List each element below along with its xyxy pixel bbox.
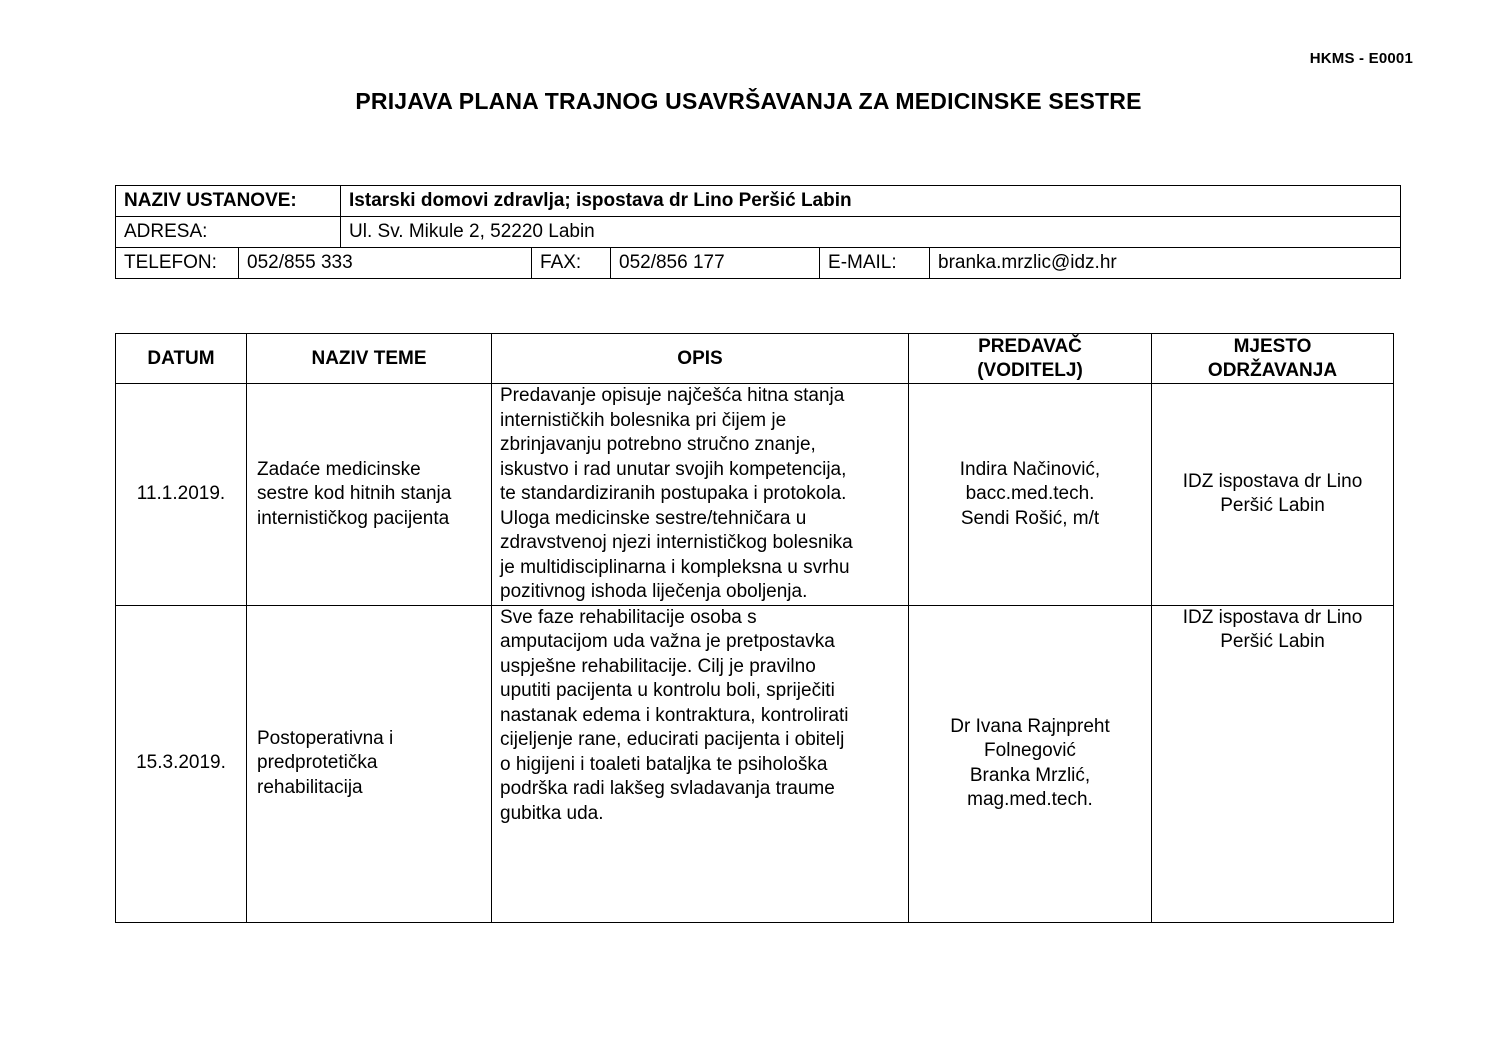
header-location	[1152, 334, 1394, 384]
row-location-line: Peršić Labin	[1220, 495, 1325, 517]
fax-label: FAX:	[532, 248, 611, 279]
header-location-line1: MJESTO	[1233, 335, 1312, 357]
row-date: 11.1.2019.	[116, 384, 247, 606]
row-description-line: Uloga medicinske sestre/tehničara u	[500, 507, 807, 529]
row-topic	[247, 384, 492, 606]
row-location-line: IDZ ispostava dr Lino	[1182, 606, 1363, 628]
row-lecturer-line: bacc.med.tech.	[965, 483, 1095, 504]
row-topic-line: rehabilitacija	[257, 776, 363, 798]
row-topic-line: sestre kod hitnih stanja	[257, 483, 452, 504]
row-description-line: internističkih bolesnika pri čijem je	[500, 409, 787, 431]
institution-address-row	[116, 217, 1401, 248]
row-lecturer-line: Folnegović	[984, 740, 1076, 761]
row-description	[492, 384, 909, 606]
header-date: DATUM	[116, 334, 247, 384]
row-description-line: te standardiziranih postupaka i protokola.	[500, 483, 847, 504]
row-lecturer-line: Branka Mrzlić,	[969, 764, 1091, 786]
row-lecturer	[909, 605, 1152, 922]
row-date: 15.3.2019.	[116, 605, 247, 922]
phone-label: TELEFON:	[116, 248, 239, 279]
header-lecturer-line2: (VODITELJ)	[977, 359, 1083, 381]
row-description-line: zdravstvenoj njezi internističkog bolesnika	[500, 532, 853, 553]
institution-name-row	[116, 186, 1401, 217]
row-lecturer	[909, 384, 1152, 606]
email-label: E-MAIL:	[820, 248, 930, 279]
row-description-line: uspješne rehabilitacije. Cilj je pravilno	[500, 655, 816, 677]
row-lecturer-line: Indira Načinović,	[959, 458, 1101, 480]
row-description-line: pozitivnog ishoda liječenja oboljenja.	[500, 581, 808, 602]
row-description-line: podrška radi lakšeg svladavanja traume	[500, 778, 835, 799]
table-row	[116, 605, 1394, 922]
address-value: Ul. Sv. Mikule 2, 52220 Labin	[341, 217, 1401, 248]
row-lecturer-line: mag.med.tech.	[967, 789, 1093, 810]
institution-name-label: NAZIV USTANOVE:	[116, 186, 341, 217]
institution-info-table	[115, 185, 1401, 279]
row-location-line: Peršić Labin	[1220, 631, 1325, 652]
row-topic-line: Postoperativna i	[257, 727, 394, 749]
row-description-line: Predavanje opisuje najčešća hitna stanja	[500, 385, 845, 406]
row-description-line: cijeljenje rane, educirati pacijenta i obitelj	[500, 729, 845, 750]
fax-value: 052/856 177	[611, 248, 820, 279]
row-description-line: iskustvo i rad unutar svojih kompetencija,	[500, 458, 847, 480]
header-description: OPIS	[492, 334, 909, 384]
row-location-line: IDZ ispostava dr Lino	[1182, 470, 1363, 492]
address-label: ADRESA:	[116, 217, 341, 248]
row-description-line: o higijeni i toaleti bataljka te psihološka	[500, 753, 828, 775]
header-lecturer	[909, 334, 1152, 384]
document-code: HKMS - E0001	[1309, 50, 1413, 67]
header-topic: NAZIV TEME	[247, 334, 492, 384]
row-description-line: uputiti pacijenta u kontrolu boli, spriječiti	[500, 680, 835, 701]
row-description-line: amputacijom uda važna je pretpostavka	[500, 631, 835, 652]
row-lecturer-line: Sendi Rošić, m/t	[960, 507, 1100, 529]
row-location	[1152, 384, 1394, 606]
plan-header-row	[116, 334, 1394, 384]
row-description	[492, 605, 909, 922]
institution-contact-row	[116, 248, 1401, 279]
document-title: PRIJAVA PLANA TRAJNOG USAVRŠAVANJA ZA MEDICINSKE SESTRE	[355, 88, 1142, 114]
row-lecturer-line: Dr Ivana Rajnpreht	[950, 715, 1110, 737]
row-description-line: Sve faze rehabilitacije osoba s	[500, 606, 757, 628]
row-description-line: je multidisciplinarna i kompleksna u svrhu	[500, 556, 850, 578]
phone-value: 052/855 333	[239, 248, 532, 279]
table-row	[116, 384, 1394, 606]
row-topic	[247, 605, 492, 922]
row-description-line: zbrinjavanju potrebno stručno znanje,	[500, 434, 816, 455]
row-description-line: gubitka uda.	[500, 802, 604, 824]
row-topic-line: predprotetička	[257, 752, 378, 774]
row-description-line: nastanak edema i kontraktura, kontrolirati	[500, 704, 849, 726]
row-topic-line: Zadaće medicinske	[257, 458, 421, 480]
row-location	[1152, 605, 1394, 922]
institution-name-value: Istarski domovi zdravlja; ispostava dr Lino Peršić Labin	[341, 186, 1401, 217]
header-location-line2: ODRŽAVANJA	[1207, 359, 1338, 381]
row-topic-line: internističkog pacijenta	[257, 507, 450, 529]
email-value: branka.mrzlic@idz.hr	[930, 248, 1401, 279]
header-lecturer-line1: PREDAVAČ	[978, 335, 1082, 357]
education-plan-table	[115, 333, 1394, 923]
